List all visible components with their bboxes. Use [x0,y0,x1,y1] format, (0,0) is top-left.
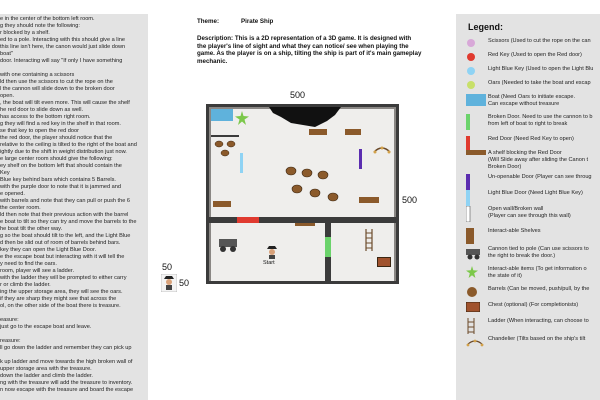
legend-item-label: Red Key (Used to open the Red door) [488,52,582,58]
note-line: with one containing a scissors [0,72,75,78]
legend-item [460,266,600,284]
shelf-blocker-icon [466,150,486,159]
note-line: r blocked by a shelf. [0,30,50,36]
note-line: ld then use the scissors to cut the rope on the [0,79,113,85]
legend-panel [456,14,600,400]
note-line: y need to find the oars. [0,261,57,267]
theme-value: Pirate Ship [241,18,274,25]
light-blue-door [240,153,243,173]
note-line: easure: [0,317,19,323]
legend-item-label: Boat (Need Oars to initiate escape. [488,94,576,100]
description-line: game. As the player is on a ship, tilting the ship is part of it's main gameplay [197,50,422,58]
legend-item-label: A shelf blocking the Red Door [488,150,562,156]
note-line: reasure: [0,338,21,344]
note-line: ey shelf on the bottom left that should contain the [0,163,122,169]
shelf [213,201,231,207]
legend-item-label: Un-openable Door (Player can see throug [488,174,592,180]
map-width-label: 500 [290,90,306,100]
note-line: g they will find a red key in the shelf in that room. [0,121,121,127]
chandelier-icon [466,336,484,351]
cannon-icon [466,246,484,263]
barrel-icon [302,169,312,177]
light-blue-key-icon [466,66,476,79]
barrel-room-wall [211,135,239,137]
note-line: k up ladder and move towards the high broken wall of [0,359,133,365]
bottom-right-room [331,223,394,281]
chandelier-icon [372,142,392,156]
legend-item-label: the state of it) [488,272,522,279]
legend-item-label: Cannon tied to pole (Can use scissors to [488,246,589,252]
barrel-cage [213,139,239,159]
legend-item [460,246,600,264]
legend-item-label: Can escape without treasure [488,100,560,107]
note-line: Key [0,170,10,176]
start-label: Start [263,260,275,266]
legend-item-label: the right to break the door.) [488,252,556,259]
shelves-icon [466,228,476,247]
legend-item-label: Barrels (Can be moved, push/pull, by the [488,286,590,292]
description-line: Description: This is a 2D representation of a 3D game. It is designed with [197,35,412,43]
legend-item-label: Open wall/Broken wall [488,206,544,212]
note-line: e large center room should give the following: [0,156,113,162]
legend-item-label: Red Door (Need Red Key to open) [488,136,574,142]
oars-star-icon [235,111,249,125]
barrel-icon [310,189,320,197]
barrel-icon [466,286,478,301]
note-line: if they are sharp they might see that across the [0,296,117,302]
note-line: se that key to open the red door [0,128,79,134]
legend-item [460,336,600,354]
description [197,35,447,65]
boat-icon [466,94,486,109]
legend-item-label: Chandelier (Tilts based on the ship's tilt [488,336,586,342]
red-door-shelf-blocker [295,223,315,226]
red-key-icon [466,52,476,65]
note-line: he red door to slide down as well. [0,107,84,113]
note-line: e the escape boat but interacting with it will tell the [0,254,125,260]
legend-item-label: Ladder (When interacting, can choose to [488,318,589,324]
note-line: with barrels and note that they can pull or push the 6 [0,198,130,204]
note-line: l the cannon will slide down to the broken door [0,86,115,92]
note-line: this line isn't here, the canon would just slide down [0,44,126,50]
note-line: r or climb the ladder. [0,282,51,288]
legend-item [460,318,600,336]
legend-item-label: (Player can see through this wall) [488,212,571,219]
shelf [359,197,379,203]
broken-door-icon [466,114,472,133]
red-door [237,217,259,223]
note-line: Blue key behind bars which contains 5 Barrels. [0,177,116,183]
note-line: ol, on the other side of the boat there is treasure. [0,303,121,309]
chest-icon [466,302,480,315]
legend-title: Legend: [468,22,503,32]
escape-boat [211,109,233,121]
note-line: upper storage area with the treasure. [0,366,92,372]
ladder-icon [466,318,476,337]
note-line: relative to the ceiling is tilted to the right of the boat and [0,142,137,148]
legend-item [460,94,600,112]
note-line: has access to the bottom right room. [0,114,91,120]
theme-label: Theme: [197,18,220,25]
note-line: ll go down the ladder and remember they can pick up [0,345,132,351]
note-line: d then be slid out of room of barrels behind bars. [0,240,121,246]
theme-row [197,18,447,25]
walkthrough-notes-panel [0,14,148,400]
legend-item-label: Interact-able Shelves [488,228,541,234]
scissors-icon [466,38,476,51]
barrel-icon [318,171,328,179]
player-width-label: 50 [162,262,173,272]
player-height-label: 50 [179,278,190,288]
note-line: g so the boat should tilt to the left, and the Light Blue [0,233,131,239]
legend-item [460,228,600,246]
purple-door [359,149,362,169]
legend-item-label: Light Blue Door (Need Light Blue Key) [488,190,583,196]
note-line: he boat tilt the other way. [0,226,63,232]
note-line: the red door, the player should notice that the [0,135,113,141]
legend-item-label: Interact-able items (To get information o [488,266,587,272]
note-line: ed to a pole. Interacting with this should give a line [0,37,126,43]
note-line: e in the center of the bottom left room. [0,16,95,22]
note-line: , the boat will tilt even more. This will cause the shelf [0,100,130,106]
barrel-icon [328,193,338,201]
note-line: e boat to tilt so they can try and move the barrels to the [0,219,137,225]
star-icon [466,266,478,281]
barrels-group [283,165,343,209]
shelf [309,129,327,135]
note-line: e opened. [0,191,25,197]
broken-door [325,237,331,257]
note-line: ightly due to the shift in weight distribution just now. [0,149,127,155]
broken-wall-hole-icon [269,107,341,131]
note-line: room, player will see a ladder. [0,268,74,274]
legend-item [460,206,600,224]
chest-icon [377,257,391,267]
note-line: n now escape with the treasure and board the escape [0,387,134,393]
note-line: key they can open the Light Blue Door. [0,247,97,253]
legend-item-label: from left of boat to right to break [488,120,568,127]
note-line: the center room. [0,205,41,211]
document-header [197,18,447,65]
note-line: g they should note the following: [0,23,80,29]
note-line: boat" [0,51,13,57]
barrel-icon [286,167,296,175]
legend-item-label: Light Blue Key (Used to open the Light Blu [488,66,594,72]
legend-item-label: Oars (Needed to take the boat and escap [488,80,591,86]
legend-item [460,150,600,168]
ladder-icon [364,229,374,251]
note-line: with the purple door to note that it is jammed and [0,184,121,190]
description-line: the player's line of sight and what they can notice/ see when playing the [197,42,409,50]
note-line: ld then note that their previous action with the barrel [0,212,129,218]
legend-item-label: Chest (optional) (For completionists) [488,302,579,308]
note-line: just go to the escape boat and leave. [0,324,92,330]
cannon-icon [217,233,241,253]
note-line: open. [0,93,14,99]
note-line: ng with the treasure will add the treasure to inventory. [0,380,133,386]
open-wall-icon [466,206,472,225]
legend-item-label: Broken Door. Need to use the cannon to b [488,114,593,120]
oars-icon [466,80,476,93]
note-line: ing the upper storage area, they will see the oars. [0,289,123,295]
note-line: down the ladder and climb the ladder. [0,373,93,379]
player-sprite-icon [161,274,177,292]
legend-item-label: Broken Door) [488,163,522,170]
note-line: door. Interacting will say "If only I have something [0,58,123,64]
legend-item-label: Scissors (Used to cut the rope on the can [488,38,591,44]
note-line: with the ladder they will be prompted to either carry [0,275,127,281]
legend-item-label: (Will Slide away after sliding the Canon t [488,156,589,163]
map-height-label: 500 [402,195,418,205]
legend-item [460,114,600,132]
ship-floor-plan [206,104,399,284]
description-line: mechanic. [197,57,228,65]
shelf [345,129,361,135]
barrel-icon [292,185,302,193]
player-start-icon [265,245,279,259]
